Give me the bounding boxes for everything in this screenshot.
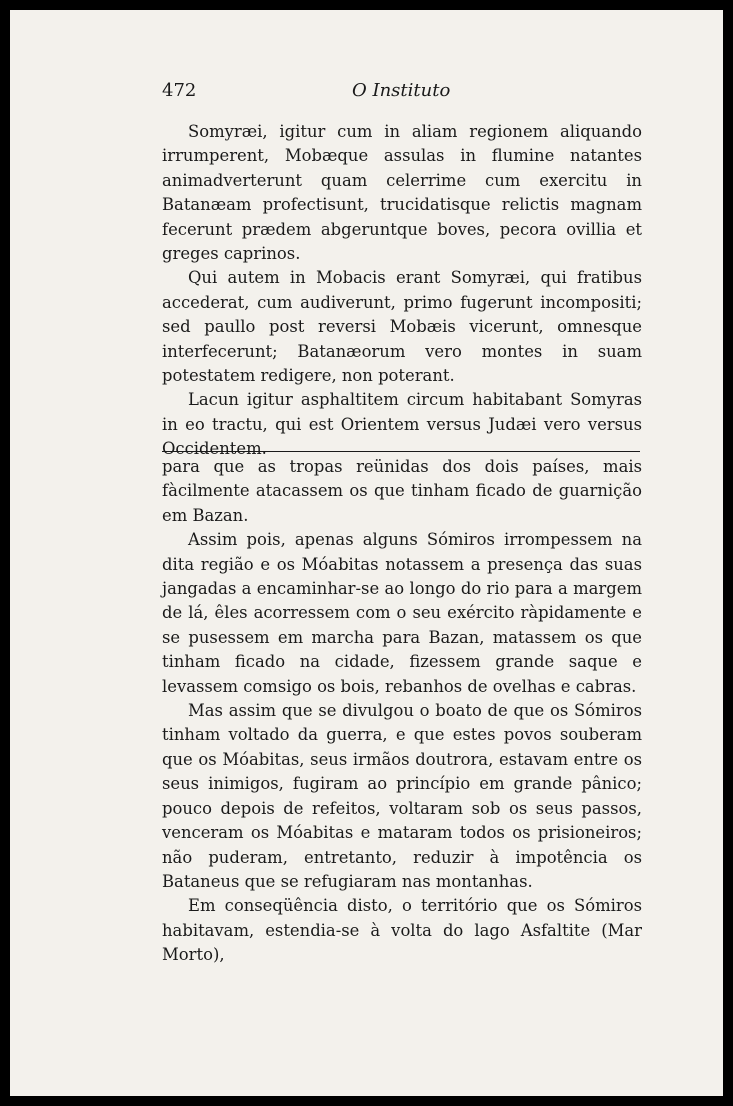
page-header: [162, 80, 642, 104]
portuguese-paragraph-1: para que as tropas reünidas dos dois países, mais fàcilmente atacassem os que tinham ficado de guarnição em Bazan.: [162, 457, 642, 525]
section-divider: [162, 451, 640, 452]
latin-paragraph-1: Somyræi, igitur cum in aliam regionem aliquando irrumperent, Mobæque assulas in flumine natantes animadverterunt quam celerrime cum exercitu in Batanæam profectisunt, trucidatisque relictis magnam fecerunt prædem abgeruntque boves, pecora ovillia et greges caprinos.: [162, 122, 642, 264]
portuguese-paragraph-2: Assim pois, apenas alguns Sómiros irrompessem na dita região e os Móabitas notassem a presença das suas jangadas a encaminhar-se ao longo do rio para a margem de lá, êles acorressem com o seu exército ràpidamente e se pusessem em marcha para Bazan, matassem os que tinham ficado na cidade, fizessem grande saque e levassem comsigo os bois, rebanhos de ovelhas e cabras.: [162, 530, 642, 696]
latin-text-block: [162, 120, 642, 462]
portuguese-text-block: [162, 455, 642, 968]
portuguese-paragraph-4: Em conseqüência disto, o território que os Sómiros habitavam, estendia-se à volta do lago Asfaltite (Mar Morto),: [162, 896, 642, 965]
book-page: [10, 10, 723, 1096]
latin-paragraph-2: Qui autem in Mobacis erant Somyræi, qui fratibus accederat, cum audiverunt, primo fugerunt incompositi; sed paullo post reversi Mobæis vicerunt, omnesque interfecerunt; Batanæorum vero montes in suam potestatem redigere, non poterant.: [162, 268, 642, 386]
page-number: 472: [162, 80, 197, 101]
latin-paragraph-3: Lacun igitur asphaltitem circum habitabant Somyras in eo tractu, qui est Orientem versus Judæi vero versus Occidentem.: [162, 390, 642, 459]
portuguese-paragraph-3: Mas assim que se divulgou o boato de que os Sómiros tinham voltado da guerra, e que estes povos souberam que os Móabitas, seus irmãos doutrora, estavam entre os seus inimigos, fugiram ao princípio em grande pânico; pouco depois de refeitos, voltaram sob os seus passos, venceram os Móabitas e mataram todos os prisioneiros; não puderam, entretanto, reduzir à impotência os Bataneus que se refugiaram nas montanhas.: [162, 701, 642, 891]
running-title: O Instituto: [352, 80, 451, 101]
